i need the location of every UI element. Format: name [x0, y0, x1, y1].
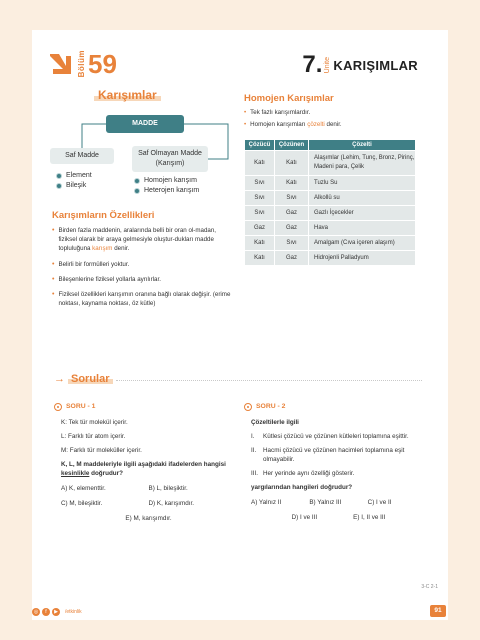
bullet-icon: •	[244, 109, 247, 116]
bullet-icon: •	[244, 121, 247, 128]
table-row: Sıvı Gaz Gazlı İçecekler	[245, 206, 416, 221]
statement-i: I. Kütlesi çözücü ve çözünen kütleleri toplamına eşittir.	[251, 433, 409, 440]
table-header-row	[245, 140, 416, 151]
answer-options	[61, 484, 236, 523]
question-stem: yargılarından hangileri doğrudur?	[251, 484, 353, 491]
table-row: Sıvı Sıvı Alkollü su	[245, 191, 416, 206]
highlight-term: karışım	[92, 245, 113, 253]
arrow-right-icon: →	[54, 373, 65, 385]
properties-title: Karışımların Özellikleri	[52, 210, 155, 221]
option-b[interactable]: B) Yalnız III	[309, 499, 342, 506]
list-item: • Fiziksel özellikleri karışımın oranına bağlı olarak değişir. (erime noktası, kaynama noktası, öz kütle)	[52, 291, 231, 308]
list-item: • Birden fazla maddenin, aralarında belli bir oran ol-madan, fiziksel olarak bir araya gelmesiyle oluştur-dukları madde topluluğuna karışım denir.	[52, 227, 216, 253]
matter-box: MADDE	[106, 115, 184, 133]
list-item: Bileşik	[56, 182, 92, 189]
list-item: • Belirli bir formülleri yoktur.	[52, 260, 130, 268]
social-links	[32, 608, 82, 616]
option-b[interactable]: B) L, bileşiktir.	[148, 485, 188, 492]
column-header: Çözünen	[275, 140, 309, 151]
option-e[interactable]: E) M, karışımdır.	[125, 515, 172, 522]
bullet-icon: •	[52, 275, 55, 283]
question-1	[54, 402, 236, 523]
column-header: Çözücü	[245, 140, 275, 151]
option-d[interactable]: D) I ve III	[291, 514, 318, 521]
bullet-dot-icon	[56, 183, 62, 189]
properties-list	[52, 226, 232, 314]
unit-label: Ünite	[324, 56, 332, 74]
question-body: Çözeltilerle ilgili I. Kütlesi çözücü ve çözünen kütleleri toplamına eşittir. II. Hacmi çözücü ve çözünen hacimleri toplamına eşit olmayabilir. III. Her yerinde aynı özelliği gösterir. yargılarından hangileri doğrudur? A) Yalnız II B) Yalnız III C) I ve II D) I ve III E) I, II ve III	[244, 418, 426, 522]
pure-substance-list	[56, 172, 92, 192]
arrow-down-right-icon	[46, 50, 74, 78]
section-number: 59	[88, 48, 117, 79]
question-body: K: Tek tür molekül içerir. L: Farklı tür atom içerir. M: Farklı tür moleküller içerir. K, L, M maddeleriyle ilgili aşağıdaki ifadelerden hangisi kesinlikle doğrudur? A) K, elementtir. B) L, bileşiktir. C) M, bileşiktir. D) K, karışımdır. E) M, karışımdır.	[54, 418, 236, 523]
mixture-box: Saf Olmayan Madde (Karışım)	[132, 146, 208, 172]
social-handle: /etkinlik	[65, 609, 82, 615]
table-row: Katı Gaz Hidrojenli Palladyum	[245, 251, 416, 266]
answer-key: 3-C 2-1	[421, 584, 438, 590]
table-row: Gaz Gaz Hava	[245, 221, 416, 236]
option-d[interactable]: D) K, karışımdır.	[148, 500, 194, 507]
statement-ii: II. Hacmi çözücü ve çözünen hacimleri toplamına eşit olmayabilir.	[251, 447, 405, 463]
question-header: SORU - 1	[54, 402, 236, 411]
option-a[interactable]: A) K, elementtir.	[61, 485, 106, 492]
homogeneous-list	[244, 108, 342, 132]
bullet-dot-icon	[56, 173, 62, 179]
pure-substance-box: Saf Madde	[50, 148, 114, 164]
column-header: Çözelti	[309, 140, 416, 151]
option-a[interactable]: A) Yalnız II	[251, 499, 282, 506]
unit-title: KARIŞIMLAR	[333, 57, 418, 73]
bullet-dot-icon	[134, 188, 140, 194]
instagram-icon[interactable]: ◎	[33, 609, 39, 615]
option-e[interactable]: E) I, II ve III	[353, 514, 386, 521]
table-row: Katı Katı Alaşımlar (Lehim, Tunç, Bronz, Pirinç, Madeni para, Çelik	[245, 151, 416, 176]
matter-diagram	[50, 110, 240, 200]
list-item: Homojen karışım	[134, 177, 199, 184]
option-c[interactable]: C) M, bileşiktir.	[61, 500, 103, 507]
mixtures-title: Karışımlar	[98, 88, 157, 102]
youtube-icon[interactable]: ▶	[52, 608, 60, 616]
list-item: • Homojen karışımları çözelti denir.	[244, 121, 342, 128]
question-stem: K, L, M maddeleriyle ilgili aşağıdaki ifadelerden hangisi kesinlikle doğrudur?	[61, 461, 226, 477]
mixture-type-list	[134, 177, 199, 197]
section-header	[46, 50, 117, 78]
page-number: 91	[430, 605, 446, 617]
bullet-icon: •	[52, 291, 55, 299]
option-c[interactable]: C) I ve II	[367, 499, 392, 506]
divider	[116, 380, 422, 381]
answer-options	[251, 498, 426, 507]
page	[32, 30, 448, 620]
homogeneous-title: Homojen Karışımlar	[244, 93, 334, 104]
statement-iii: III. Her yerinde aynı özelliği gösterir.	[251, 470, 355, 477]
facebook-icon[interactable]: f	[42, 608, 50, 616]
list-item: Heterojen karışım	[134, 187, 199, 194]
answer-options-row-2	[251, 513, 426, 522]
questions-title: → Sorular	[54, 373, 110, 385]
unit-header	[302, 53, 418, 77]
target-icon	[54, 403, 62, 411]
unit-number: 7.	[302, 51, 323, 78]
table-row: Katı Sıvı Amalgam (Cıva içeren alaşım)	[245, 236, 416, 251]
bullet-icon: •	[52, 227, 55, 234]
bullet-icon: •	[52, 260, 55, 268]
table-row: Sıvı Katı Tuzlu Su	[245, 176, 416, 191]
question-2	[244, 402, 426, 522]
list-item: • Bileşenlerine fiziksel yollarla ayrılırlar.	[52, 275, 161, 283]
question-header: SORU - 2	[244, 402, 426, 411]
list-item: • Tek fazlı karışımlardır.	[244, 109, 311, 116]
highlight-term: çözelti	[307, 121, 325, 128]
solution-table	[244, 139, 416, 266]
target-icon	[244, 403, 252, 411]
list-item: Element	[56, 172, 92, 179]
section-label: Bölüm	[77, 50, 86, 78]
bullet-dot-icon	[134, 178, 140, 184]
